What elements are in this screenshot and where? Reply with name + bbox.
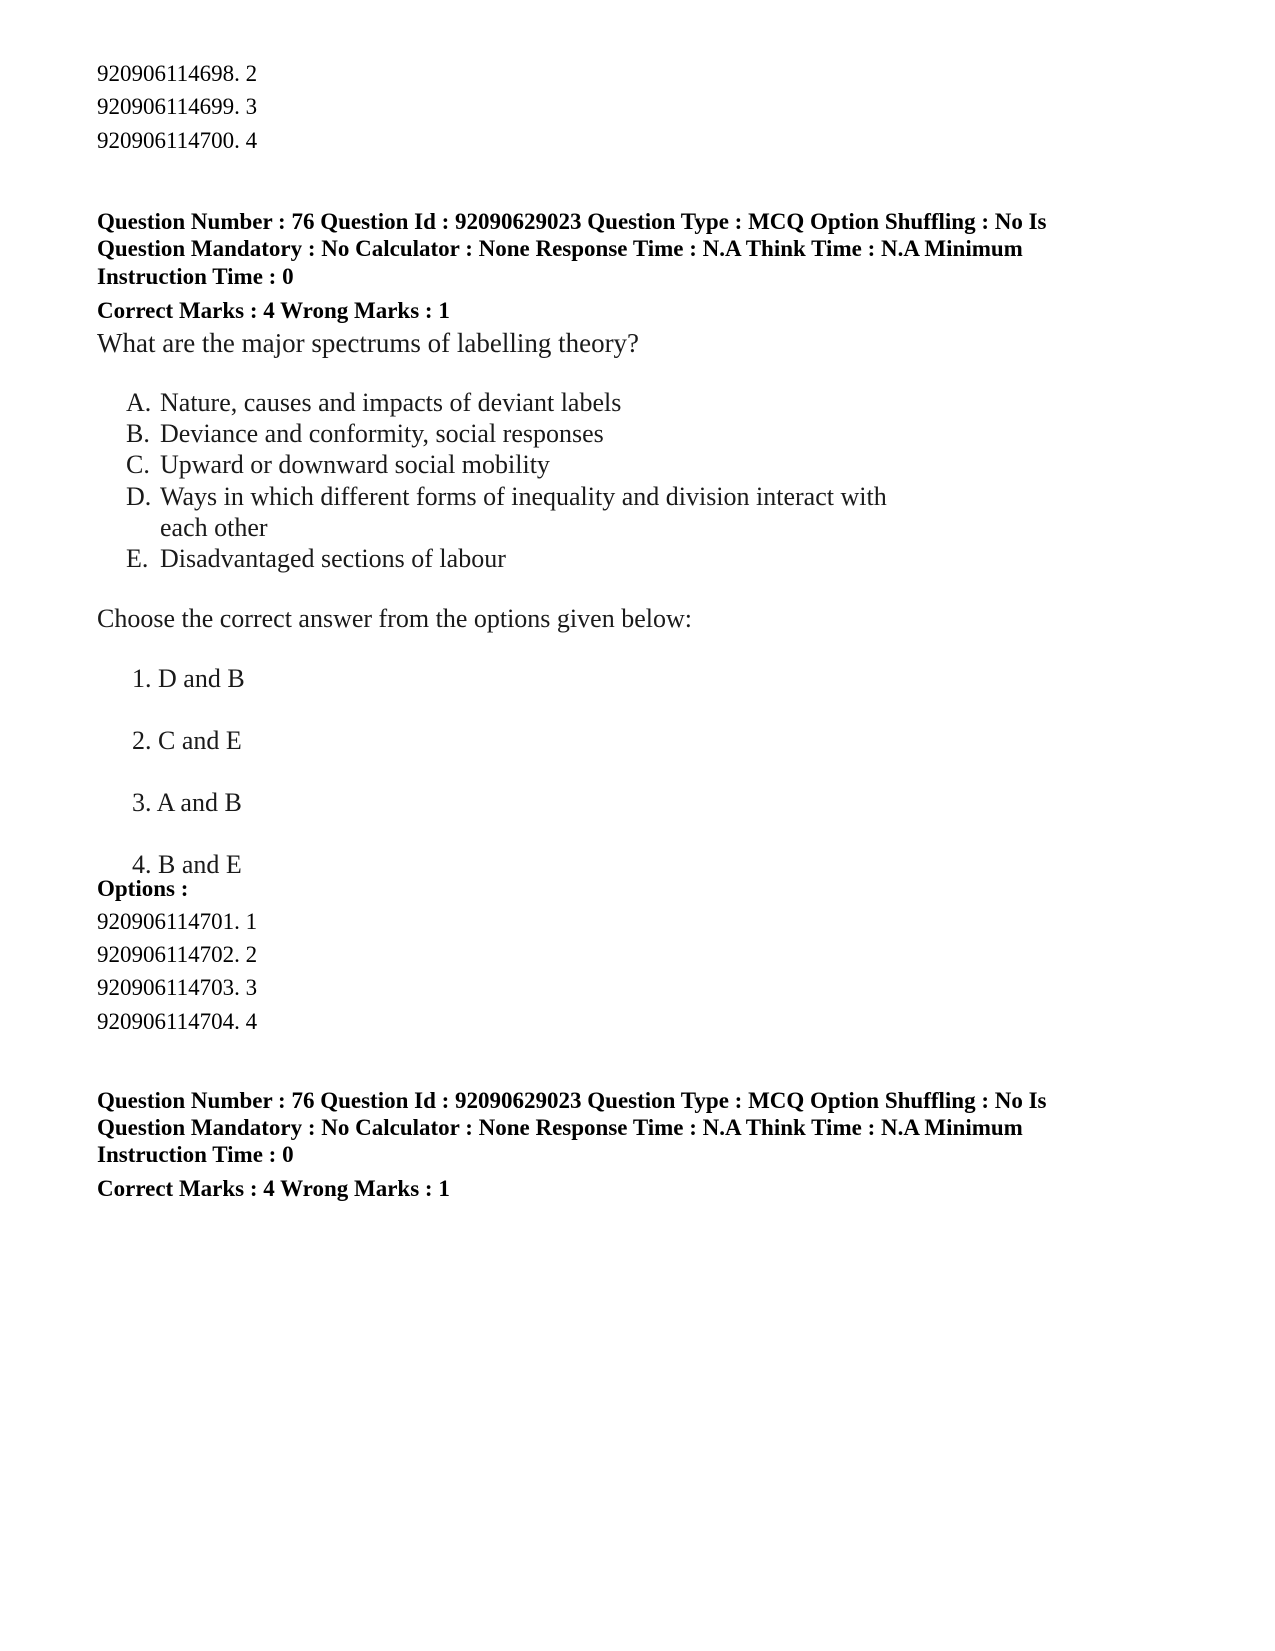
next-question-marks: Correct Marks : 4 Wrong Marks : 1	[97, 1176, 450, 1201]
answer-choice-1: 1. D and B	[132, 664, 245, 693]
statement-b: B. Deviance and conformity, social responses	[126, 419, 604, 448]
options-label: Options :	[97, 876, 189, 901]
question-meta-line-2: Question Mandatory : No Calculator : None Response Time : N.A Think Time : N.A Minimum	[97, 236, 1023, 261]
question-meta-line-1: Question Number : 76 Question Id : 92090629023 Question Type : MCQ Option Shuffling : No Is	[97, 209, 1047, 234]
option-3: 920906114703. 3	[97, 975, 258, 1000]
answer-choice-3: 3. A and B	[132, 788, 242, 817]
answer-choice-4: 4. B and E	[132, 850, 242, 879]
option-2: 920906114702. 2	[97, 942, 258, 967]
next-question-meta-line-1: Question Number : 76 Question Id : 92090629023 Question Type : MCQ Option Shuffling : No Is	[97, 1088, 1047, 1113]
statement-c: C. Upward or downward social mobility	[126, 450, 550, 479]
question-meta-line-3: Instruction Time : 0	[97, 264, 294, 289]
answer-choice-2: 2. C and E	[132, 726, 242, 755]
next-question-meta-line-3: Instruction Time : 0	[97, 1142, 294, 1167]
question-text: What are the major spectrums of labelling theory?	[97, 328, 640, 358]
option-1: 920906114701. 1	[97, 909, 258, 934]
statement-a: A. Nature, causes and impacts of deviant labels	[126, 388, 622, 417]
prev-option-1: 920906114698. 2	[97, 61, 258, 86]
answer-instruction: Choose the correct answer from the options given below:	[97, 604, 692, 633]
prev-option-2: 920906114699. 3	[97, 94, 258, 119]
statement-e: E. Disadvantaged sections of labour	[126, 544, 506, 573]
prev-option-3: 920906114700. 4	[97, 128, 258, 153]
next-question-meta-line-2: Question Mandatory : No Calculator : None Response Time : N.A Think Time : N.A Minimum	[97, 1115, 1023, 1140]
question-marks: Correct Marks : 4 Wrong Marks : 1	[97, 298, 450, 323]
statement-d-continuation: each other	[160, 513, 268, 542]
option-4: 920906114704. 4	[97, 1009, 258, 1034]
statement-d: D. Ways in which different forms of inequality and division interact with	[126, 482, 887, 511]
